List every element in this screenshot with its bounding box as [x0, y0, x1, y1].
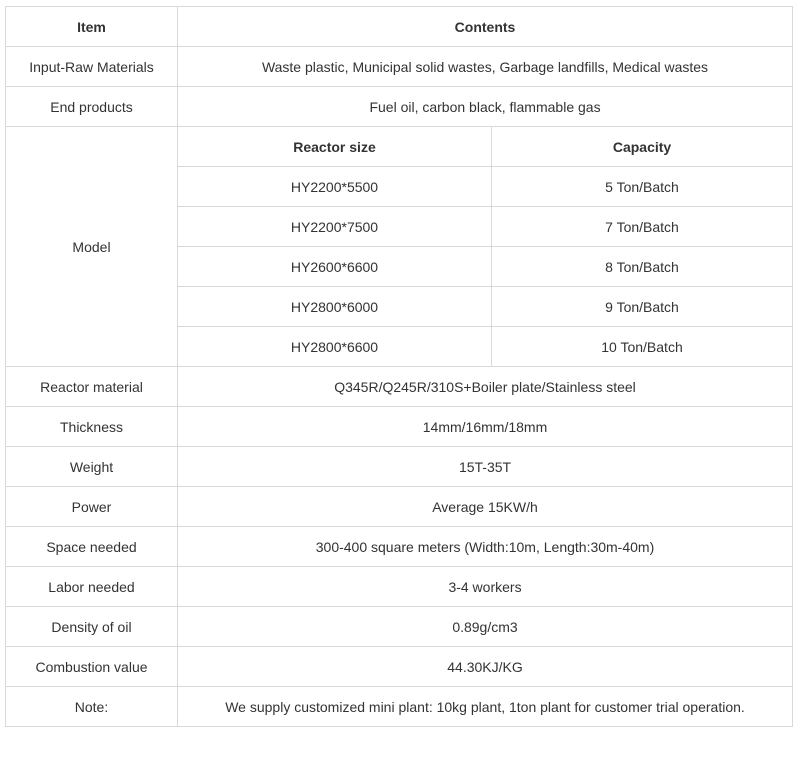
- table-row: [6, 527, 793, 567]
- row-label: Labor needed: [6, 567, 178, 607]
- table-row: [6, 47, 793, 87]
- specification-table: [5, 6, 793, 727]
- model-size: HY2200*7500: [178, 207, 492, 247]
- model-size: HY2800*6000: [178, 287, 492, 327]
- row-value: Average 15KW/h: [178, 487, 793, 527]
- row-value: Waste plastic, Municipal solid wastes, Garbage landfills, Medical wastes: [178, 47, 793, 87]
- header-contents: Contents: [178, 7, 793, 47]
- model-header-row: [6, 127, 793, 167]
- row-label: Density of oil: [6, 607, 178, 647]
- model-size: HY2200*5500: [178, 167, 492, 207]
- table-row: [6, 567, 793, 607]
- model-label: Model: [6, 127, 178, 367]
- row-label: Space needed: [6, 527, 178, 567]
- row-value: 0.89g/cm3: [178, 607, 793, 647]
- model-capacity: 5 Ton/Batch: [492, 167, 793, 207]
- row-value: Fuel oil, carbon black, flammable gas: [178, 87, 793, 127]
- table-row: [6, 367, 793, 407]
- row-label: Thickness: [6, 407, 178, 447]
- model-capacity: 10 Ton/Batch: [492, 327, 793, 367]
- row-value: 14mm/16mm/18mm: [178, 407, 793, 447]
- row-label: Weight: [6, 447, 178, 487]
- model-capacity: 7 Ton/Batch: [492, 207, 793, 247]
- table-row: [6, 447, 793, 487]
- model-capacity: 8 Ton/Batch: [492, 247, 793, 287]
- row-label: Note:: [6, 687, 178, 727]
- header-row: [6, 7, 793, 47]
- row-value: 300-400 square meters (Width:10m, Length:30m-40m): [178, 527, 793, 567]
- row-value: 3-4 workers: [178, 567, 793, 607]
- row-value: Q345R/Q245R/310S+Boiler plate/Stainless steel: [178, 367, 793, 407]
- table-row: [6, 87, 793, 127]
- row-label: End products: [6, 87, 178, 127]
- row-label: Input-Raw Materials: [6, 47, 178, 87]
- row-value: 15T-35T: [178, 447, 793, 487]
- table-row: [6, 687, 793, 727]
- header-item: Item: [6, 7, 178, 47]
- model-size: HY2600*6600: [178, 247, 492, 287]
- model-col-reactor-size: Reactor size: [178, 127, 492, 167]
- row-label: Combustion value: [6, 647, 178, 687]
- model-size: HY2800*6600: [178, 327, 492, 367]
- table-row: [6, 647, 793, 687]
- table-row: [6, 487, 793, 527]
- row-value: We supply customized mini plant: 10kg plant, 1ton plant for customer trial operation.: [178, 687, 793, 727]
- table-row: [6, 407, 793, 447]
- row-label: Power: [6, 487, 178, 527]
- model-capacity: 9 Ton/Batch: [492, 287, 793, 327]
- model-col-capacity: Capacity: [492, 127, 793, 167]
- row-value: 44.30KJ/KG: [178, 647, 793, 687]
- row-label: Reactor material: [6, 367, 178, 407]
- table-row: [6, 607, 793, 647]
